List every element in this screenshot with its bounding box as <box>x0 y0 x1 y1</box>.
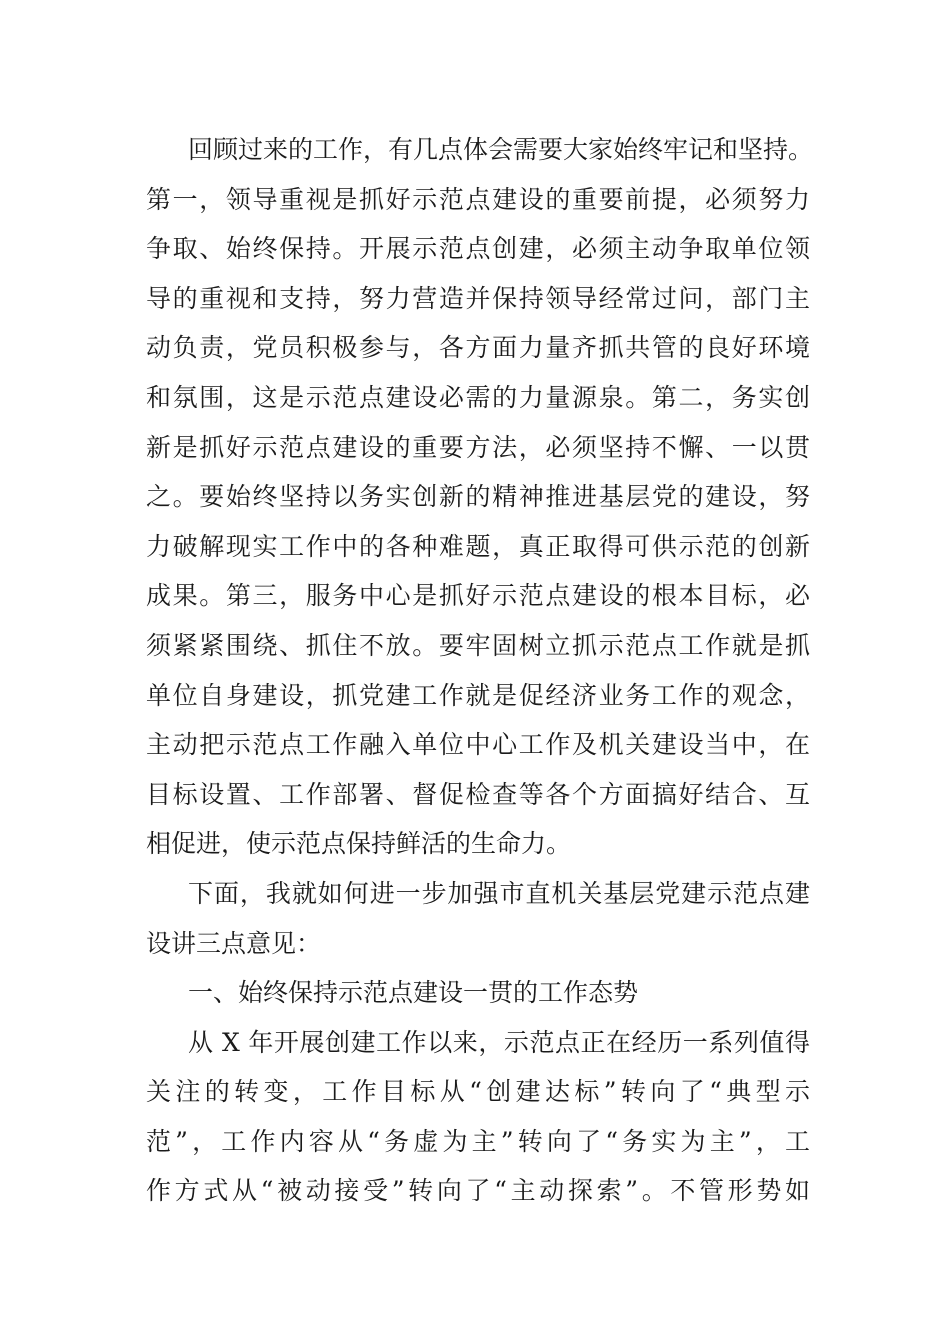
text-line: 关注的转变，工作目标从“创建达标”转向了“典型示 <box>146 1077 810 1107</box>
text-line: 下面，我就如何进一步加强市直机关基层党建示范点建 <box>188 878 810 908</box>
text-line: 单位自身建设，抓党建工作就是促经济业务工作的观念， <box>146 680 810 710</box>
text-line: 和氛围，这是示范点建设必需的力量源泉。第二，务实创 <box>146 382 810 412</box>
text-line: 第一，领导重视是抓好示范点建设的重要前提，必须努力 <box>146 184 810 214</box>
text-line: 成果。第三，服务中心是抓好示范点建设的根本目标，必 <box>146 581 810 611</box>
text-line: 范”，工作内容从“务虚为主”转向了“务实为主”，工 <box>146 1126 810 1156</box>
text-line: 作方式从“被动接受”转向了“主动探索”。不管形势如 <box>146 1176 810 1206</box>
text-line: 主动把示范点工作融入单位中心工作及机关建设当中，在 <box>146 730 810 760</box>
text-line: 一、始终保持示范点建设一贯的工作态势 <box>188 978 639 1008</box>
text-line: 新是抓好示范点建设的重要方法，必须坚持不懈、一以贯 <box>146 432 810 462</box>
text-line: 目标设置、工作部署、督促检查等各个方面搞好结合、互 <box>146 779 810 809</box>
text-line: 设讲三点意见： <box>146 928 322 958</box>
text-line: 动负责，党员积极参与，各方面力量齐抓共管的良好环境 <box>146 333 810 363</box>
document-body <box>146 125 814 1216</box>
text-line: 之。要始终坚持以务实创新的精神推进基层党的建设，努 <box>146 482 810 512</box>
text-line: 争取、始终保持。开展示范点创建，必须主动争取单位领 <box>146 234 810 264</box>
text-line: 从 X 年开展创建工作以来，示范点正在经历一系列值得 <box>188 1027 810 1057</box>
text-line: 相促进，使示范点保持鲜活的生命力。 <box>146 829 572 859</box>
text-line: 力破解现实工作中的各种难题，真正取得可供示范的创新 <box>146 531 810 561</box>
text-line: 导的重视和支持，努力营造并保持领导经常过问，部门主 <box>146 283 810 313</box>
text-line: 须紧紧围绕、抓住不放。要牢固树立抓示范点工作就是抓 <box>146 630 810 660</box>
text-line: 回顾过来的工作，有几点体会需要大家始终牢记和坚持。 <box>188 135 814 164</box>
